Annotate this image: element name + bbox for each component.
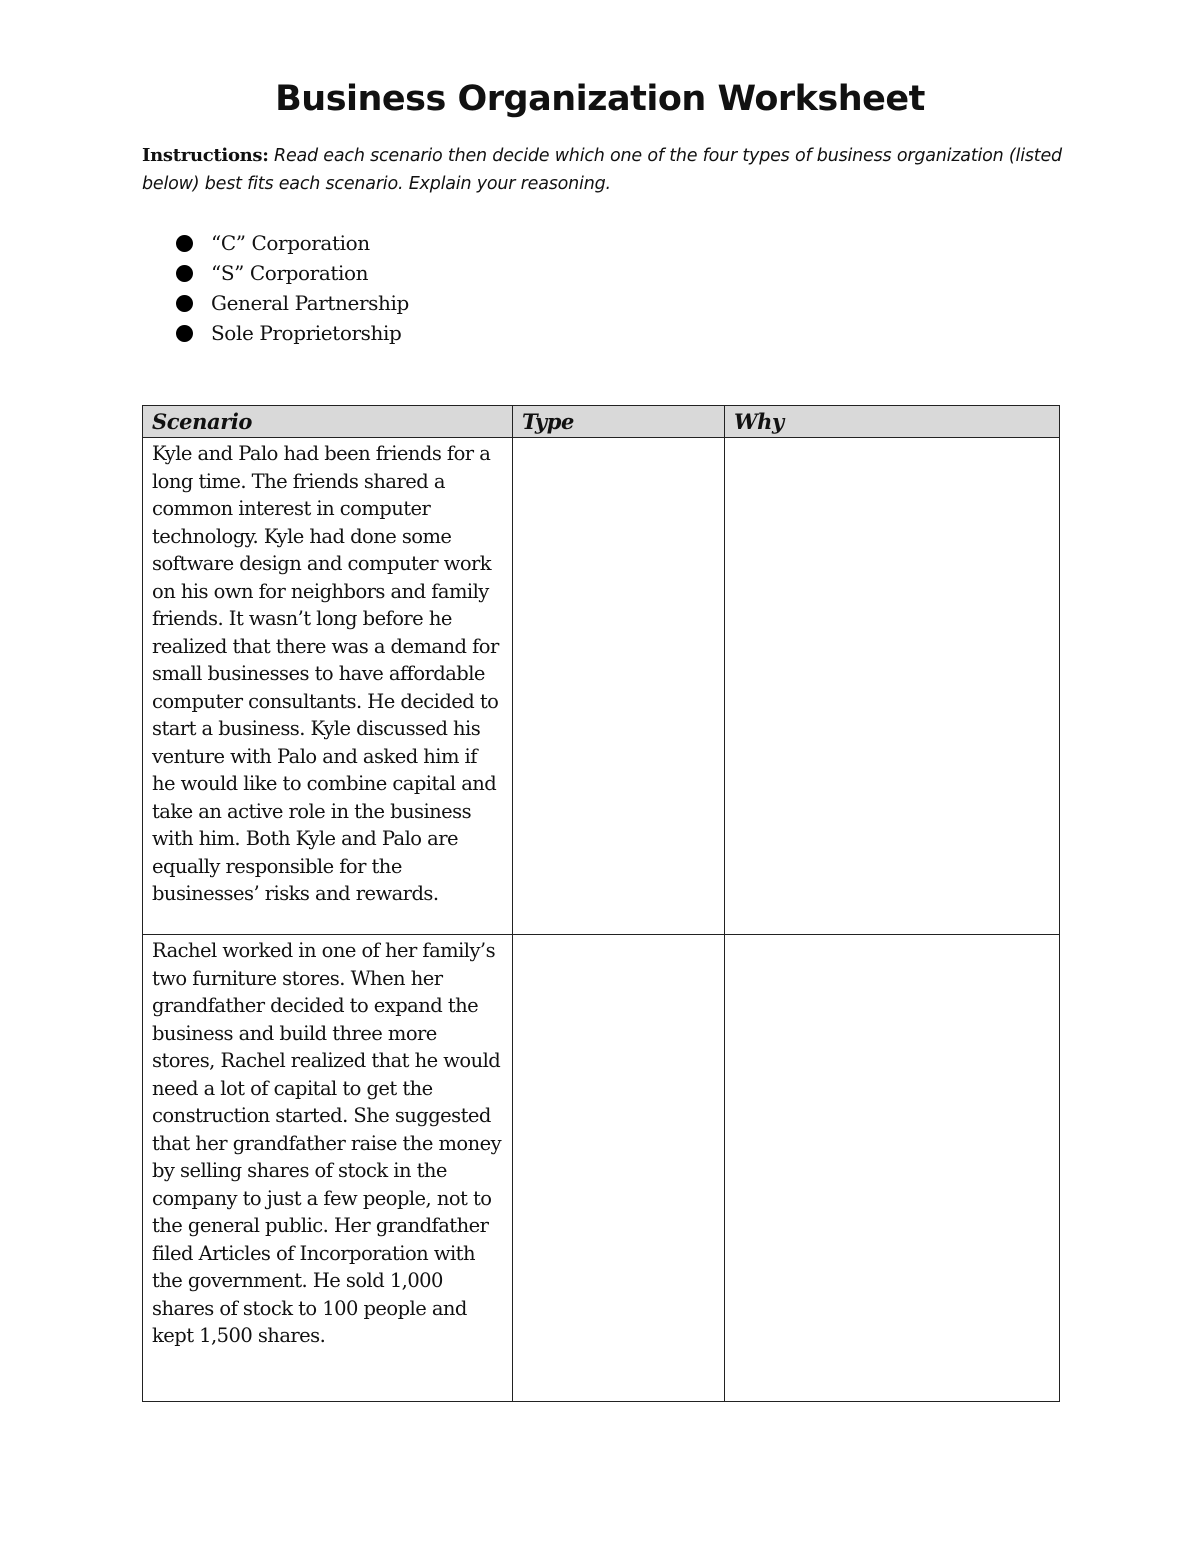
list-item-label: “C” Corporation bbox=[211, 231, 370, 255]
bullet-icon bbox=[176, 325, 193, 342]
type-answer-cell[interactable] bbox=[513, 438, 725, 935]
why-answer-cell[interactable] bbox=[725, 935, 1060, 1402]
table-header-row bbox=[143, 406, 1060, 438]
type-answer-cell[interactable] bbox=[513, 935, 725, 1402]
list-item bbox=[176, 228, 409, 258]
why-answer-cell[interactable] bbox=[725, 438, 1060, 935]
list-item-label: “S” Corporation bbox=[211, 261, 369, 285]
worksheet-title: Business Organization Worksheet bbox=[275, 79, 925, 119]
list-item bbox=[176, 318, 409, 348]
table-row bbox=[143, 935, 1060, 1402]
column-header-type: Type bbox=[513, 406, 725, 438]
instructions bbox=[142, 142, 1062, 198]
scenario-cell: Rachel worked in one of her family’s two furniture stores. When her grandfather decided to expand the business and build three more stores, Rachel realized that he would need a lot of capital to get the construction started. She suggested that her grandfather raise the money by selling shares of stock in the company to just a few people, not to the general public. Her grandfather filed Articles of Incorporation with the government. He sold 1,000 shares of stock to 100 people and kept 1,500 shares. bbox=[143, 935, 513, 1402]
bullet-icon bbox=[176, 265, 193, 282]
organization-type-list bbox=[176, 228, 409, 348]
list-item bbox=[176, 258, 409, 288]
list-item bbox=[176, 288, 409, 318]
column-header-why: Why bbox=[725, 406, 1060, 438]
list-item-label: Sole Proprietorship bbox=[211, 321, 402, 345]
scenario-table bbox=[142, 405, 1060, 1402]
bullet-icon bbox=[176, 235, 193, 252]
scenario-cell: Kyle and Palo had been friends for a long time. The friends shared a common interest in computer technology. Kyle had done some software design and computer work on his own for neighbors and family friends. It wasn’t long before he realized that there was a demand for small businesses to have affordable computer consultants. He decided to start a business. Kyle discussed his venture with Palo and asked him if he would like to combine capital and take an active role in the business with him. Both Kyle and Palo are equally responsible for the businesses’ risks and rewards. bbox=[143, 438, 513, 935]
bullet-icon bbox=[176, 295, 193, 312]
instructions-text: Read each scenario then decide which one of the four types of business organization (listed below) best fits each scenario. Explain your reasoning. bbox=[142, 146, 1062, 194]
instructions-label: Instructions: bbox=[142, 145, 269, 166]
table-row bbox=[143, 438, 1060, 935]
column-header-scenario: Scenario bbox=[143, 406, 513, 438]
list-item-label: General Partnership bbox=[211, 291, 409, 315]
